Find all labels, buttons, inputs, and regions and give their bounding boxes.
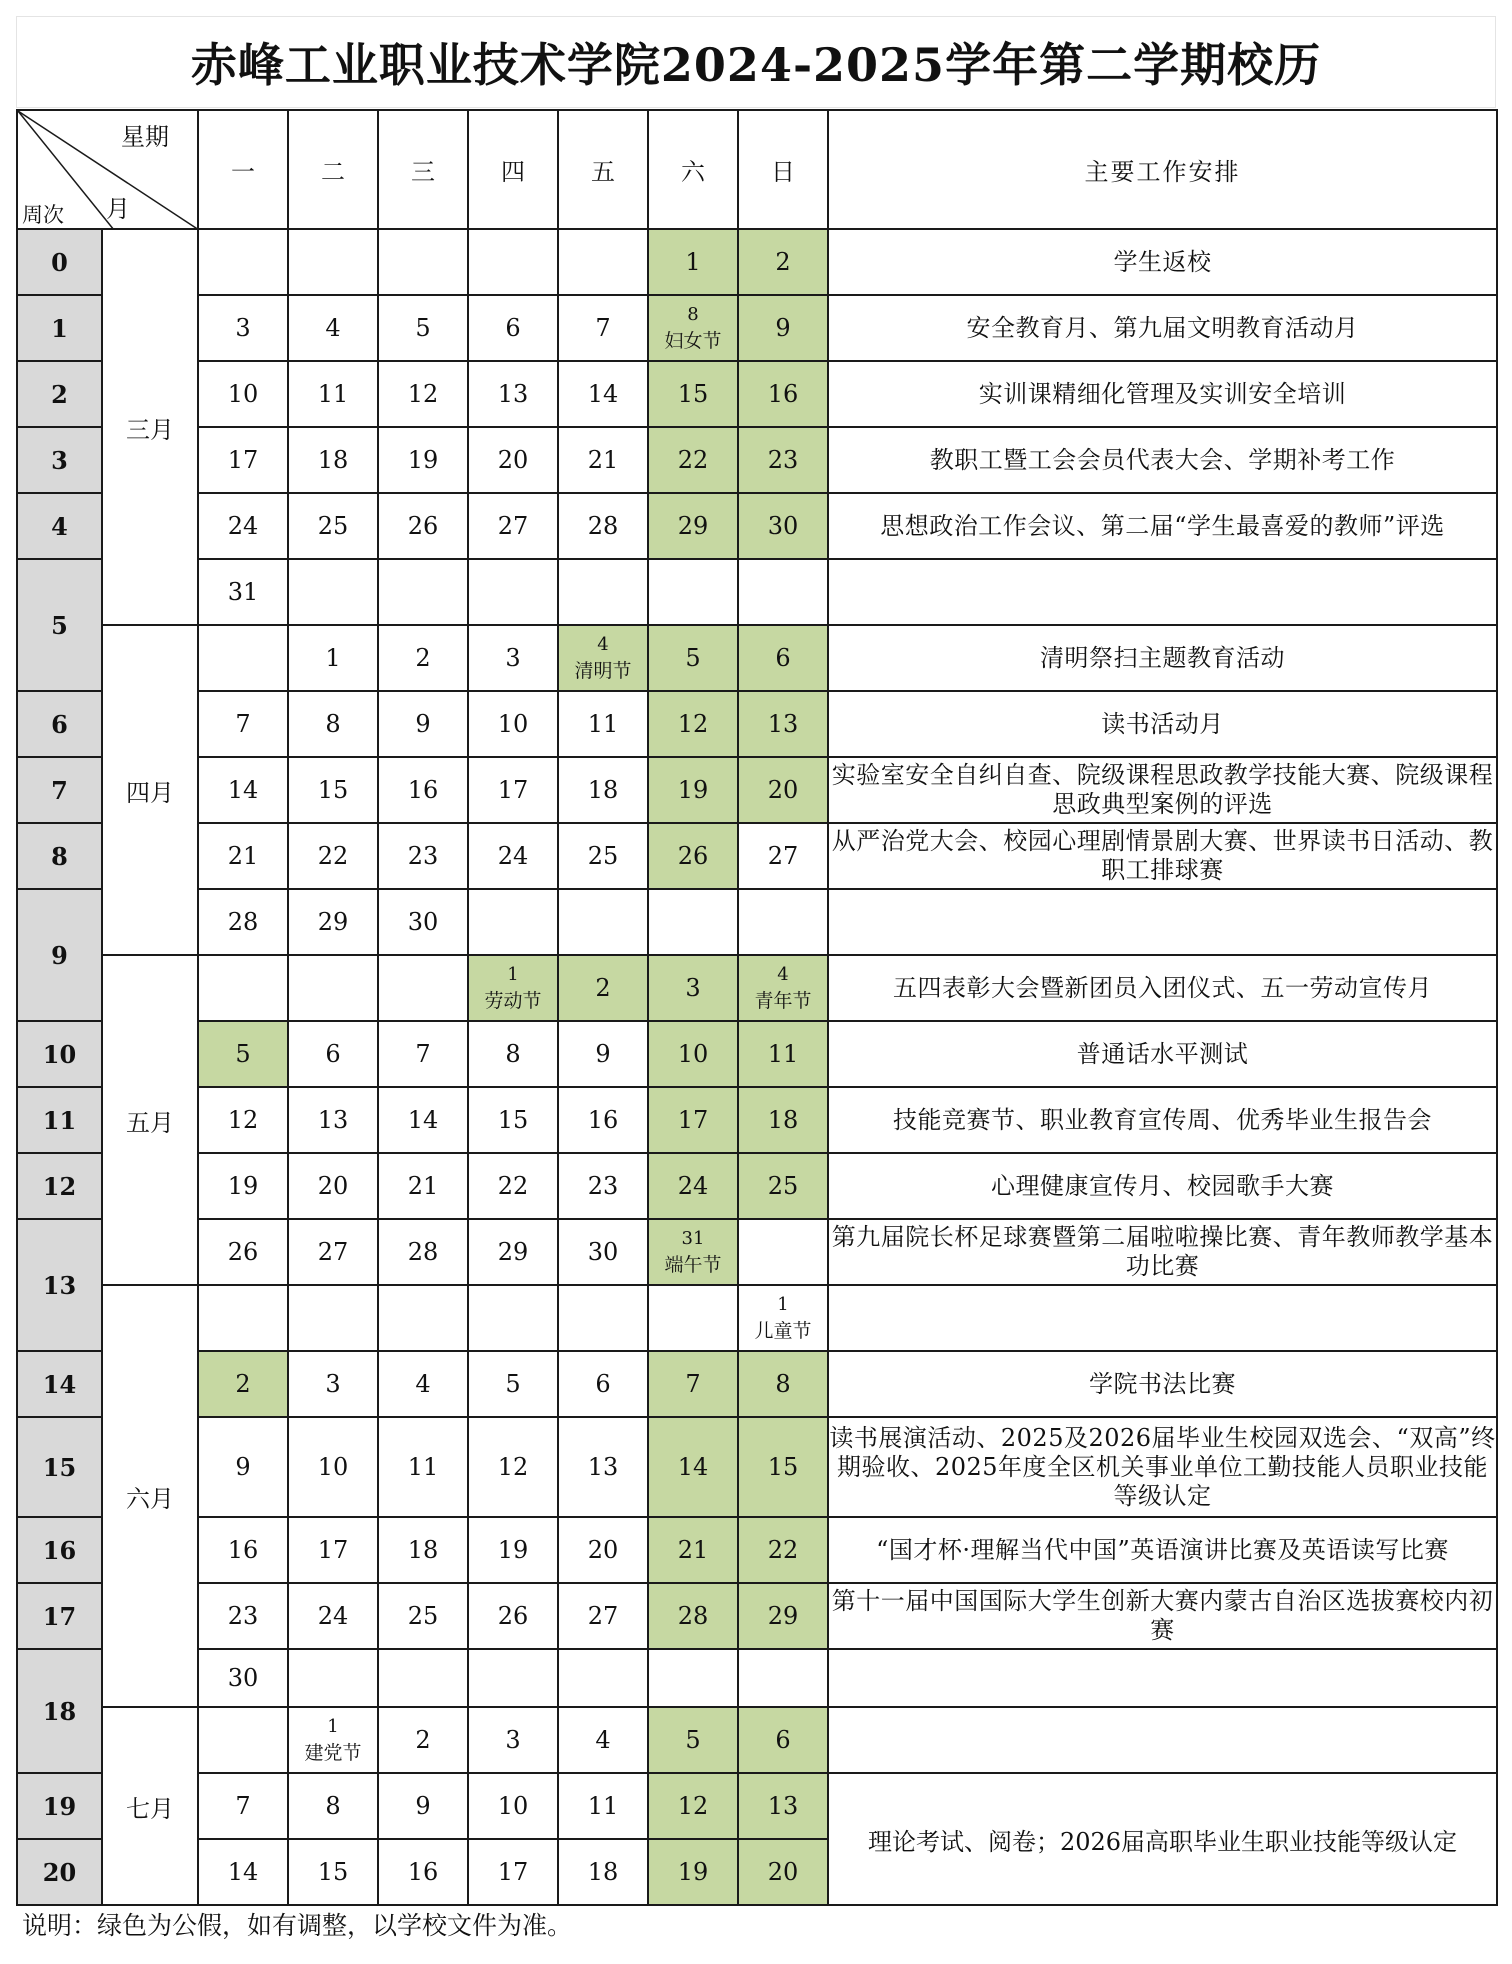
day-cell: 15 bbox=[468, 1087, 558, 1153]
day-cell: 11 bbox=[558, 1773, 648, 1839]
day-cell: 14 bbox=[378, 1087, 468, 1153]
day-cell: 12 bbox=[468, 1417, 558, 1517]
day-cell bbox=[648, 1285, 738, 1351]
table-row bbox=[17, 757, 1497, 823]
week-number: 15 bbox=[17, 1417, 102, 1517]
day-cell-holiday: 13 bbox=[738, 1773, 828, 1839]
day-cell: 30 bbox=[378, 889, 468, 955]
day-cell: 13 bbox=[288, 1087, 378, 1153]
day-cell: 20 bbox=[558, 1517, 648, 1583]
footnote: 说明：绿色为公假，如有调整，以学校文件为准。 bbox=[22, 1911, 573, 1940]
table-row bbox=[17, 427, 1497, 493]
table-row bbox=[17, 1707, 1497, 1773]
table-row bbox=[17, 1583, 1497, 1649]
holiday-name: 妇女节 bbox=[664, 330, 722, 352]
weekday-header-sun: 日 bbox=[738, 110, 828, 229]
month-label-june: 六月 bbox=[102, 1285, 198, 1707]
day-cell bbox=[738, 889, 828, 955]
day-cell: 9 bbox=[378, 1773, 468, 1839]
day-cell-holiday: 3 bbox=[648, 955, 738, 1021]
day-cell bbox=[288, 1285, 378, 1351]
day-cell: 30 bbox=[558, 1219, 648, 1285]
table-row bbox=[17, 1021, 1497, 1087]
day-cell: 21 bbox=[198, 823, 288, 889]
day-cell: 26 bbox=[468, 1583, 558, 1649]
day-cell: 5 bbox=[468, 1351, 558, 1417]
day-cell bbox=[288, 229, 378, 295]
task-cell: “国才杯·理解当代中国”英语演讲比赛及英语读写比赛 bbox=[828, 1517, 1497, 1583]
day-cell-holiday: 18 bbox=[738, 1087, 828, 1153]
table-row bbox=[17, 1517, 1497, 1583]
month-label-march: 三月 bbox=[102, 229, 198, 625]
day-cell-holiday: 20 bbox=[738, 757, 828, 823]
day-cell bbox=[648, 889, 738, 955]
holiday-date: 4 bbox=[597, 634, 609, 655]
calendar-table bbox=[16, 109, 1498, 1906]
holiday-date: 4 bbox=[777, 964, 789, 985]
task-cell: 技能竞赛节、职业教育宣传周、优秀毕业生报告会 bbox=[828, 1087, 1497, 1153]
day-cell bbox=[378, 559, 468, 625]
day-cell-holiday: 28 bbox=[648, 1583, 738, 1649]
day-cell: 3 bbox=[468, 625, 558, 691]
day-cell: 21 bbox=[378, 1153, 468, 1219]
day-cell-holiday: 26 bbox=[648, 823, 738, 889]
day-cell: 2 bbox=[378, 625, 468, 691]
week-number: 14 bbox=[17, 1351, 102, 1417]
week-number: 5 bbox=[17, 559, 102, 691]
week-number: 12 bbox=[17, 1153, 102, 1219]
day-cell: 31 bbox=[198, 559, 288, 625]
day-cell bbox=[198, 1285, 288, 1351]
weekday-header-sat: 六 bbox=[648, 110, 738, 229]
task-cell: 清明祭扫主题教育活动 bbox=[828, 625, 1497, 691]
day-cell: 18 bbox=[558, 757, 648, 823]
task-cell: 第九届院长杯足球赛暨第二届啦啦操比赛、青年教师教学基本功比赛 bbox=[828, 1219, 1497, 1285]
table-row bbox=[17, 1285, 1497, 1351]
day-cell bbox=[198, 625, 288, 691]
week-number: 9 bbox=[17, 889, 102, 1021]
day-cell: 25 bbox=[558, 823, 648, 889]
day-cell-holiday: 12 bbox=[648, 691, 738, 757]
day-cell-holiday: 23 bbox=[738, 427, 828, 493]
task-cell bbox=[828, 1285, 1497, 1351]
day-cell bbox=[288, 1649, 378, 1707]
day-cell-holiday: 16 bbox=[738, 361, 828, 427]
header-corner bbox=[17, 110, 198, 229]
corner-weekday-label: 星期 bbox=[121, 123, 169, 151]
day-cell: 26 bbox=[378, 493, 468, 559]
task-cell: 实验室安全自纠自查、院级课程思政教学技能大赛、院级课程思政典型案例的评选 bbox=[828, 757, 1497, 823]
day-cell: 3 bbox=[198, 295, 288, 361]
day-cell: 7 bbox=[558, 295, 648, 361]
task-cell: 教职工暨工会会员代表大会、学期补考工作 bbox=[828, 427, 1497, 493]
holiday-date: 1 bbox=[777, 1294, 789, 1315]
day-cell-holiday: 11 bbox=[738, 1021, 828, 1087]
day-cell: 4 bbox=[558, 1707, 648, 1773]
table-row bbox=[17, 691, 1497, 757]
day-cell-holiday: 21 bbox=[648, 1517, 738, 1583]
day-cell bbox=[378, 955, 468, 1021]
task-cell: 学院书法比赛 bbox=[828, 1351, 1497, 1417]
week-number: 18 bbox=[17, 1649, 102, 1773]
day-cell: 3 bbox=[288, 1351, 378, 1417]
table-row bbox=[17, 1087, 1497, 1153]
weekday-header-tue: 二 bbox=[288, 110, 378, 229]
day-cell: 14 bbox=[198, 757, 288, 823]
task-cell bbox=[828, 889, 1497, 955]
day-cell: 1 bbox=[288, 625, 378, 691]
day-cell-holiday: 10 bbox=[648, 1021, 738, 1087]
month-label-may: 五月 bbox=[102, 955, 198, 1285]
weekday-header-thu: 四 bbox=[468, 110, 558, 229]
day-cell bbox=[648, 1649, 738, 1707]
day-cell: 16 bbox=[198, 1517, 288, 1583]
corner-month-label: 月 bbox=[106, 195, 130, 223]
task-cell: 读书活动月 bbox=[828, 691, 1497, 757]
week-number: 6 bbox=[17, 691, 102, 757]
day-cell bbox=[558, 229, 648, 295]
table-row bbox=[17, 1773, 1497, 1839]
day-cell: 24 bbox=[288, 1583, 378, 1649]
day-cell-holiday: 30 bbox=[738, 493, 828, 559]
day-cell bbox=[558, 1285, 648, 1351]
task-cell-exams: 理论考试、阅卷；2026届高职毕业生职业技能等级认定 bbox=[828, 1773, 1497, 1905]
day-cell: 6 bbox=[468, 295, 558, 361]
day-cell bbox=[558, 1649, 648, 1707]
day-cell-holiday: 15 bbox=[738, 1417, 828, 1517]
table-row bbox=[17, 295, 1497, 361]
table-row bbox=[17, 1417, 1497, 1517]
day-cell: 27 bbox=[558, 1583, 648, 1649]
day-cell bbox=[378, 229, 468, 295]
day-cell: 18 bbox=[288, 427, 378, 493]
day-cell: 18 bbox=[558, 1839, 648, 1905]
day-cell bbox=[198, 1707, 288, 1773]
week-number: 7 bbox=[17, 757, 102, 823]
day-cell: 19 bbox=[198, 1153, 288, 1219]
header-row bbox=[17, 110, 1497, 229]
day-cell: 17 bbox=[468, 1839, 558, 1905]
day-cell: 17 bbox=[468, 757, 558, 823]
task-cell: 第十一届中国国际大学生创新大赛内蒙古自治区选拔赛校内初赛 bbox=[828, 1583, 1497, 1649]
day-cell: 5 bbox=[378, 295, 468, 361]
day-cell: 30 bbox=[198, 1649, 288, 1707]
day-cell: 8 bbox=[288, 691, 378, 757]
day-cell-holiday: 2 bbox=[738, 229, 828, 295]
day-cell-holiday: 8 bbox=[738, 1351, 828, 1417]
day-cell-holiday: 24 bbox=[648, 1153, 738, 1219]
day-cell bbox=[468, 1285, 558, 1351]
table-row bbox=[17, 361, 1497, 427]
corner-week-no-label: 周次 bbox=[22, 203, 64, 227]
day-cell: 9 bbox=[378, 691, 468, 757]
weekday-header-fri: 五 bbox=[558, 110, 648, 229]
table-row bbox=[17, 1351, 1497, 1417]
week-number: 11 bbox=[17, 1087, 102, 1153]
day-cell bbox=[468, 559, 558, 625]
day-cell: 13 bbox=[558, 1417, 648, 1517]
table-row bbox=[17, 955, 1497, 1021]
day-cell: 4 bbox=[378, 1351, 468, 1417]
day-cell: 19 bbox=[468, 1517, 558, 1583]
day-cell-holiday-dragon-boat bbox=[648, 1219, 738, 1285]
day-cell: 12 bbox=[198, 1087, 288, 1153]
day-cell: 16 bbox=[558, 1087, 648, 1153]
day-cell-holiday: 9 bbox=[738, 295, 828, 361]
week-number: 17 bbox=[17, 1583, 102, 1649]
day-cell: 22 bbox=[288, 823, 378, 889]
table-row bbox=[17, 1649, 1497, 1707]
day-cell bbox=[738, 1649, 828, 1707]
day-cell-holiday: 6 bbox=[738, 625, 828, 691]
table-row bbox=[17, 889, 1497, 955]
week-number: 2 bbox=[17, 361, 102, 427]
day-cell: 17 bbox=[198, 427, 288, 493]
task-cell: 实训课精细化管理及实训安全培训 bbox=[828, 361, 1497, 427]
day-cell-holiday: 22 bbox=[738, 1517, 828, 1583]
holiday-name: 劳动节 bbox=[484, 990, 542, 1012]
day-cell-holiday: 12 bbox=[648, 1773, 738, 1839]
task-cell bbox=[828, 1649, 1497, 1707]
day-cell: 10 bbox=[198, 361, 288, 427]
day-cell-holiday: 20 bbox=[738, 1839, 828, 1905]
holiday-name: 建党节 bbox=[304, 1742, 362, 1764]
day-cell-holiday: 2 bbox=[198, 1351, 288, 1417]
day-cell: 15 bbox=[288, 757, 378, 823]
day-cell-holiday-qingming bbox=[558, 625, 648, 691]
day-cell-childrens-day bbox=[738, 1285, 828, 1351]
week-number: 3 bbox=[17, 427, 102, 493]
day-cell-holiday-womens-day bbox=[648, 295, 738, 361]
day-cell: 6 bbox=[558, 1351, 648, 1417]
day-cell: 18 bbox=[378, 1517, 468, 1583]
day-cell bbox=[558, 559, 648, 625]
table-row bbox=[17, 1219, 1497, 1285]
table-row bbox=[17, 823, 1497, 889]
day-cell: 17 bbox=[288, 1517, 378, 1583]
day-cell: 23 bbox=[378, 823, 468, 889]
day-cell bbox=[648, 559, 738, 625]
day-cell-holiday: 29 bbox=[648, 493, 738, 559]
day-cell-party-day bbox=[288, 1707, 378, 1773]
task-cell: 学生返校 bbox=[828, 229, 1497, 295]
day-cell: 27 bbox=[288, 1219, 378, 1285]
holiday-name: 端午节 bbox=[664, 1254, 722, 1276]
day-cell: 10 bbox=[468, 1773, 558, 1839]
weekday-header-mon: 一 bbox=[198, 110, 288, 229]
holiday-date: 8 bbox=[687, 304, 699, 325]
day-cell-holiday: 25 bbox=[738, 1153, 828, 1219]
day-cell: 29 bbox=[468, 1219, 558, 1285]
week-number: 4 bbox=[17, 493, 102, 559]
task-cell: 普通话水平测试 bbox=[828, 1021, 1497, 1087]
day-cell: 21 bbox=[558, 427, 648, 493]
day-cell: 28 bbox=[378, 1219, 468, 1285]
week-number: 20 bbox=[17, 1839, 102, 1905]
day-cell: 12 bbox=[378, 361, 468, 427]
day-cell: 7 bbox=[198, 691, 288, 757]
task-header: 主要工作安排 bbox=[828, 110, 1497, 229]
day-cell: 7 bbox=[378, 1021, 468, 1087]
page-title: 赤峰工业职业技术学院2024-2025学年第二学期校历 bbox=[16, 16, 1496, 108]
day-cell-holiday: 19 bbox=[648, 757, 738, 823]
day-cell: 14 bbox=[198, 1839, 288, 1905]
day-cell: 3 bbox=[468, 1707, 558, 1773]
day-cell: 29 bbox=[288, 889, 378, 955]
table-row bbox=[17, 229, 1497, 295]
day-cell-holiday: 29 bbox=[738, 1583, 828, 1649]
day-cell bbox=[738, 1219, 828, 1285]
day-cell: 25 bbox=[288, 493, 378, 559]
holiday-name: 儿童节 bbox=[754, 1320, 812, 1342]
day-cell: 20 bbox=[288, 1153, 378, 1219]
day-cell: 25 bbox=[378, 1583, 468, 1649]
day-cell: 11 bbox=[378, 1417, 468, 1517]
day-cell: 27 bbox=[468, 493, 558, 559]
day-cell: 7 bbox=[198, 1773, 288, 1839]
day-cell: 16 bbox=[378, 1839, 468, 1905]
task-cell bbox=[828, 559, 1497, 625]
day-cell: 27 bbox=[738, 823, 828, 889]
day-cell: 26 bbox=[198, 1219, 288, 1285]
day-cell: 15 bbox=[288, 1839, 378, 1905]
holiday-name: 清明节 bbox=[574, 660, 632, 682]
day-cell bbox=[468, 1649, 558, 1707]
day-cell bbox=[738, 559, 828, 625]
week-number: 0 bbox=[17, 229, 102, 295]
task-cell: 从严治党大会、校园心理剧情景剧大赛、世界读书日活动、教职工排球赛 bbox=[828, 823, 1497, 889]
day-cell: 4 bbox=[288, 295, 378, 361]
table-row bbox=[17, 625, 1497, 691]
day-cell bbox=[468, 229, 558, 295]
holiday-name: 青年节 bbox=[754, 990, 812, 1012]
day-cell: 6 bbox=[288, 1021, 378, 1087]
task-cell bbox=[828, 1707, 1497, 1773]
day-cell-holiday: 2 bbox=[558, 955, 648, 1021]
day-cell-holiday-youth-day bbox=[738, 955, 828, 1021]
day-cell bbox=[558, 889, 648, 955]
day-cell: 8 bbox=[288, 1773, 378, 1839]
month-label-july: 七月 bbox=[102, 1707, 198, 1905]
day-cell-holiday: 22 bbox=[648, 427, 738, 493]
day-cell: 9 bbox=[558, 1021, 648, 1087]
day-cell-holiday: 19 bbox=[648, 1839, 738, 1905]
table-row bbox=[17, 559, 1497, 625]
month-label-april: 四月 bbox=[102, 625, 198, 955]
week-number: 13 bbox=[17, 1219, 102, 1351]
weekday-header-wed: 三 bbox=[378, 110, 468, 229]
day-cell: 19 bbox=[378, 427, 468, 493]
holiday-date: 1 bbox=[507, 964, 519, 985]
week-number: 19 bbox=[17, 1773, 102, 1839]
holiday-date: 1 bbox=[327, 1716, 339, 1737]
task-cell: 五四表彰大会暨新团员入团仪式、五一劳动宣传月 bbox=[828, 955, 1497, 1021]
day-cell-holiday: 15 bbox=[648, 361, 738, 427]
day-cell: 10 bbox=[288, 1417, 378, 1517]
day-cell bbox=[288, 955, 378, 1021]
task-cell: 安全教育月、第九届文明教育活动月 bbox=[828, 295, 1497, 361]
day-cell: 24 bbox=[468, 823, 558, 889]
day-cell: 22 bbox=[468, 1153, 558, 1219]
task-cell: 心理健康宣传月、校园歌手大赛 bbox=[828, 1153, 1497, 1219]
day-cell: 11 bbox=[558, 691, 648, 757]
day-cell bbox=[378, 1649, 468, 1707]
day-cell: 10 bbox=[468, 691, 558, 757]
week-number: 8 bbox=[17, 823, 102, 889]
day-cell: 23 bbox=[558, 1153, 648, 1219]
day-cell-holiday: 6 bbox=[738, 1707, 828, 1773]
task-cell: 思想政治工作会议、第二届“学生最喜爱的教师”评选 bbox=[828, 493, 1497, 559]
day-cell: 8 bbox=[468, 1021, 558, 1087]
day-cell-holiday: 5 bbox=[648, 625, 738, 691]
day-cell-holiday: 5 bbox=[198, 1021, 288, 1087]
day-cell bbox=[288, 559, 378, 625]
day-cell: 16 bbox=[378, 757, 468, 823]
day-cell-holiday: 13 bbox=[738, 691, 828, 757]
day-cell bbox=[468, 889, 558, 955]
day-cell-holiday: 1 bbox=[648, 229, 738, 295]
day-cell-holiday: 14 bbox=[648, 1417, 738, 1517]
day-cell: 20 bbox=[468, 427, 558, 493]
day-cell bbox=[198, 955, 288, 1021]
day-cell-holiday-labor-day bbox=[468, 955, 558, 1021]
day-cell bbox=[378, 1285, 468, 1351]
day-cell: 24 bbox=[198, 493, 288, 559]
day-cell: 2 bbox=[378, 1707, 468, 1773]
day-cell: 23 bbox=[198, 1583, 288, 1649]
day-cell bbox=[198, 229, 288, 295]
table-row bbox=[17, 1153, 1497, 1219]
day-cell: 9 bbox=[198, 1417, 288, 1517]
day-cell-holiday: 5 bbox=[648, 1707, 738, 1773]
day-cell: 14 bbox=[558, 361, 648, 427]
day-cell: 11 bbox=[288, 361, 378, 427]
table-row bbox=[17, 493, 1497, 559]
day-cell-holiday: 17 bbox=[648, 1087, 738, 1153]
holiday-date: 31 bbox=[681, 1228, 705, 1249]
week-number: 10 bbox=[17, 1021, 102, 1087]
day-cell-holiday: 7 bbox=[648, 1351, 738, 1417]
week-number: 1 bbox=[17, 295, 102, 361]
day-cell: 28 bbox=[198, 889, 288, 955]
day-cell: 28 bbox=[558, 493, 648, 559]
week-number: 16 bbox=[17, 1517, 102, 1583]
day-cell: 13 bbox=[468, 361, 558, 427]
task-cell: 读书展演活动、2025及2026届毕业生校园双选会、“双高”终期验收、2025年度全区机关事业单位工勤技能人员职业技能等级认定 bbox=[828, 1417, 1497, 1517]
